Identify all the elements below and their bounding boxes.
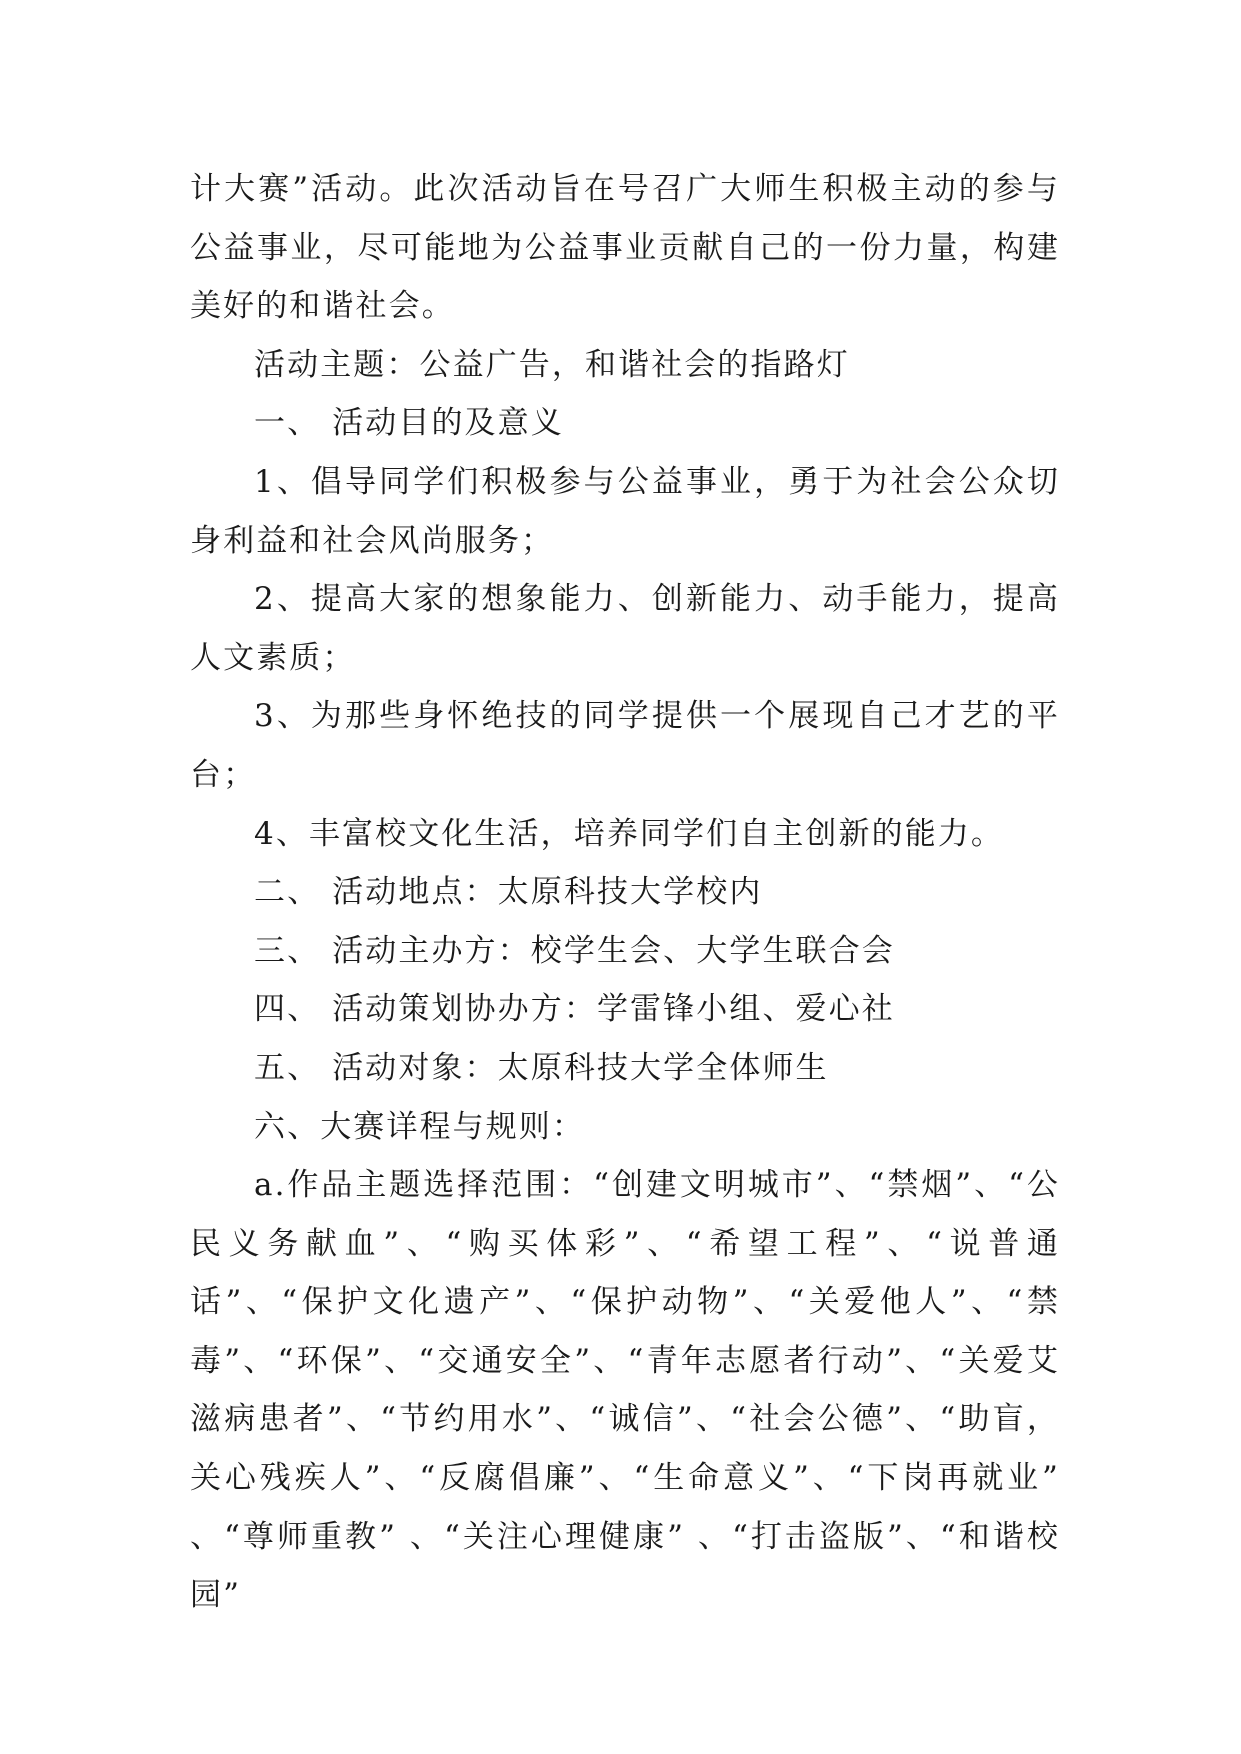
list-item-purpose-4: 4、丰富校文化生活，培养同学们自主创新的能力。: [254, 815, 1005, 852]
heading-co-organizer: 四、 活动策划协办方：学雷锋小组、爱心社: [254, 991, 895, 1028]
heading-organizer: 三、 活动主办方：校学生会、大学生联合会: [254, 932, 895, 969]
document-body: [190, 160, 1060, 1625]
paragraph-theme-scope: a.作品主题选择范围：“创建文明城市”、“禁烟”、“公民义务献血”、“购买体彩”、“希望工程”、“说普通话”、“保护文化遗产”、“保护动物”、“关爱他人”、“禁毒”、“环保”、“交通安全”、“青年志愿者行动”、“关爱艾滋病患者”、“节约用水”、“诚信”、“社会公德”、“助盲，关心残疾人”、“反腐倡廉”、“生命意义”、“下岗再就业” 、“尊师重教” 、“关注心理健康” 、“打击盗版”、“和谐校园”: [190, 1167, 1060, 1614]
list-item-purpose-2: 2、提高大家的想象能力、创新能力、动手能力，提高人文素质；: [190, 581, 1060, 676]
heading-audience: 五、 活动对象：太原科技大学全体师生: [254, 1049, 829, 1086]
heading-purpose: 一、 活动目的及意义: [254, 405, 564, 442]
paragraph-intro-continuation: 计大赛”活动。此次活动旨在号召广大师生积极主动的参与公益事业，尽可能地为公益事业贡献自己的一份力量，构建美好的和谐社会。: [190, 171, 1060, 325]
heading-location: 二、 活动地点：太原科技大学校内: [254, 874, 763, 911]
heading-rules: 六、大赛详程与规则：: [254, 1108, 585, 1145]
list-item-purpose-3: 3、为那些身怀绝技的同学提供一个展现自己才艺的平台；: [190, 698, 1060, 793]
list-item-purpose-1: 1、倡导同学们积极参与公益事业，勇于为社会公众切身利益和社会风尚服务；: [190, 463, 1060, 559]
paragraph-activity-theme: 活动主题：公益广告，和谐社会的指路灯: [254, 346, 850, 383]
